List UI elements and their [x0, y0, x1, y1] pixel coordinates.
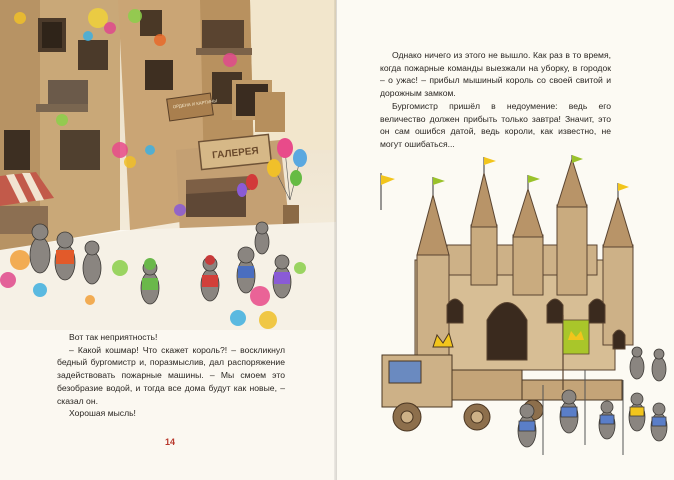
- paragraph: Однако ничего из этого не вышло. Как раз в то время, когда пожарные команды выезжали на уборку, в городок – о ужас! – прибыл мышиный король со своей свитой и дорожным замком.: [380, 50, 611, 99]
- right-page: [337, 0, 674, 480]
- paragraph: Хорошая мысль!: [69, 408, 136, 419]
- left-page: [0, 0, 336, 480]
- page-number: 14: [165, 437, 176, 447]
- paragraph: – Какой кошмар! Что скажет король?! – воскликнул бедный бургомистр и, поразмыслив, дал распоряжение задействовать пожарные машины. – Мы смоем это безобразие водой, и тогда все дома будут как новые, – сказал он.: [57, 344, 285, 406]
- castle-flags: [381, 155, 629, 210]
- town-illustration: [0, 0, 336, 330]
- paragraph: Бургомистр пришёл в недоумение: ведь его величество должен прибыть только завтра! Значит, это он сам ошибся датой, ведь короли, как известно, не могут ошибаться...: [380, 100, 611, 149]
- medals-sign-label: ОРДЕНА И КАРТИНЫ: [172, 98, 218, 110]
- castle-illustration: [337, 155, 674, 480]
- gallery-sign-label: ГАЛЕРЕЯ: [211, 145, 260, 162]
- left-page-text: [57, 331, 285, 420]
- gallery-shop: [176, 134, 290, 236]
- paragraph: Вот так неприятность!: [69, 332, 158, 342]
- right-page-text: [380, 49, 611, 151]
